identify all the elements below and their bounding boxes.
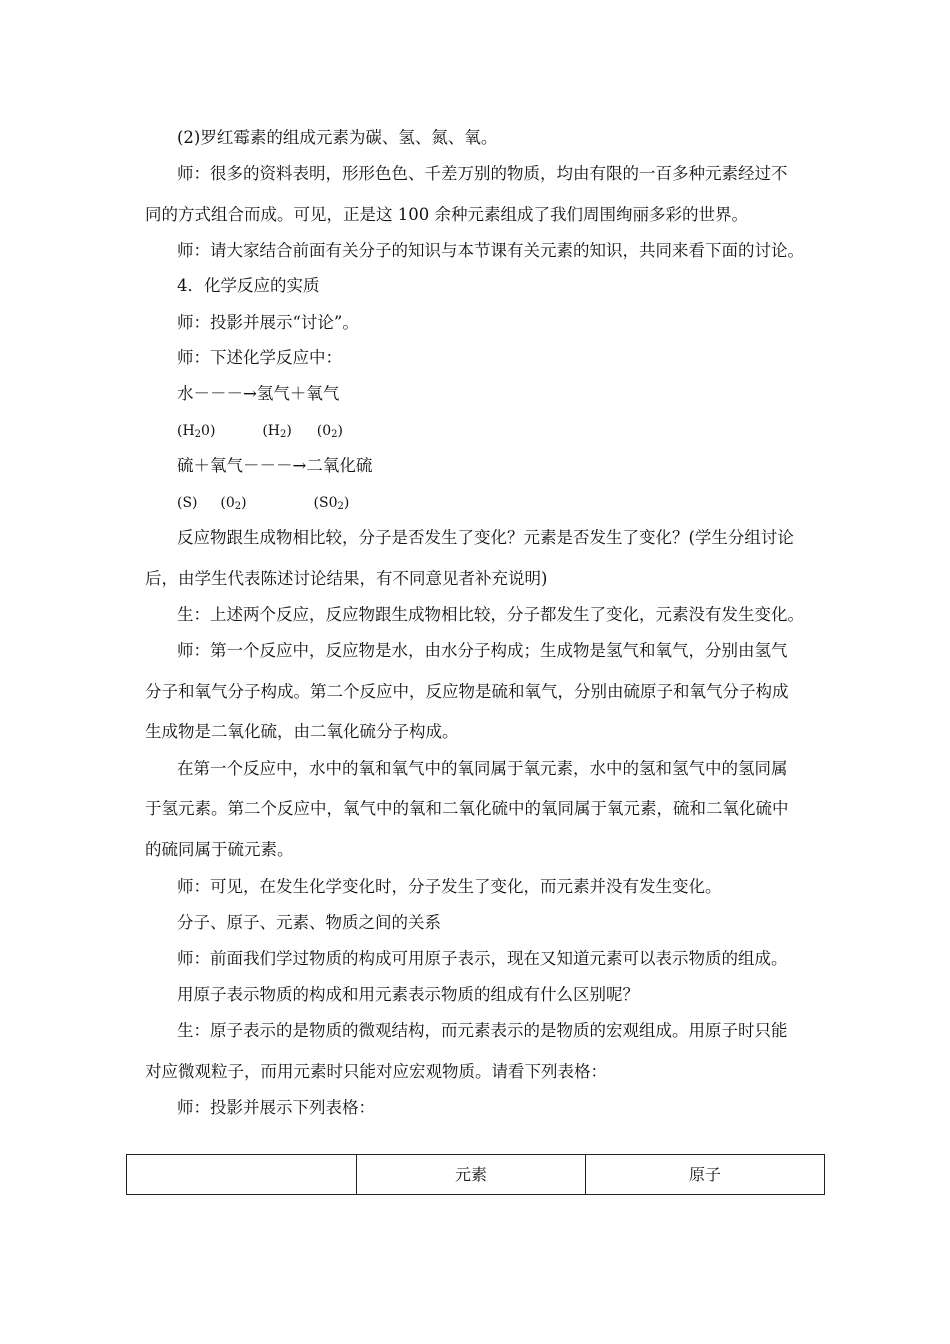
- paragraph: (2)罗红霉素的组成元素为碳、氢、氮、氧。: [177, 128, 498, 147]
- paragraph: 生成物是二氧化硫，由二氧化硫分子构成。: [145, 722, 459, 741]
- paragraph: 师：很多的资料表明，形形色色、千差万别的物质，均由有限的一百多种元素经过不: [177, 164, 788, 183]
- paragraph: 师：下述化学反应中：: [177, 348, 342, 367]
- formula-sulfur: (S): [177, 495, 198, 511]
- section-heading: 分子、原子、元素、物质之间的关系: [177, 913, 441, 932]
- paragraph: 师：请大家结合前面有关分子的知识与本节课有关元素的知识，共同来看下面的讨论。: [177, 241, 804, 260]
- table-header-cell: 原子: [586, 1155, 825, 1195]
- paragraph: 生：上述两个反应，反应物跟生成物相比较，分子都发生了变化，元素没有发生变化。: [177, 605, 804, 624]
- formula-oxygen: $(0_2)$: [220, 495, 247, 512]
- paragraph: 于氢元素。第二个反应中，氧气中的氧和二氧化硫中的氧同属于氧元素，硫和二氧化硫中: [145, 799, 789, 818]
- paragraph: 生：原子表示的是物质的微观结构，而元素表示的是物质的宏观组成。用原子时只能: [177, 1021, 788, 1040]
- paragraph: 师：投影并展示下列表格：: [177, 1098, 375, 1117]
- table-header-cell: [127, 1155, 357, 1195]
- paragraph: 同的方式组合而成。可见，正是这 100 余种元素组成了我们周围绚丽多彩的世界。: [145, 205, 748, 224]
- reaction-formula-2: [177, 493, 349, 517]
- paragraph: 师：投影并展示“讨论”。: [177, 313, 359, 332]
- paragraph: 后，由学生代表陈述讨论结果，有不同意见者补充说明): [145, 569, 548, 588]
- paragraph: 师：前面我们学过物质的构成可用原子表示，现在又知道元素可以表示物质的组成。: [177, 949, 788, 968]
- formula-sulfur-dioxide: $(S0_2)$: [313, 495, 350, 512]
- section-heading: 4．化学反应的实质: [177, 276, 320, 295]
- formula-hydrogen: $(H_2)$: [262, 423, 292, 440]
- table-header-cell: 元素: [357, 1155, 586, 1195]
- paragraph: 师：第一个反应中，反应物是水，由水分子构成；生成物是氢气和氧气，分别由氢气: [177, 641, 788, 660]
- paragraph: 反应物跟生成物相比较，分子是否发生了变化？元素是否发生了变化？(学生分组讨论: [177, 528, 794, 547]
- paragraph: 师：可见，在发生化学变化时，分子发生了变化，而元素并没有发生变化。: [177, 877, 722, 896]
- reaction-equation-2: 硫＋氧气－－－→二氧化硫: [177, 456, 373, 475]
- paragraph: 用原子表示物质的构成和用元素表示物质的组成有什么区别呢？: [177, 985, 639, 1004]
- reaction-formula-1: [177, 421, 343, 445]
- paragraph: 在第一个反应中，水中的氧和氧气中的氧同属于氧元素，水中的氢和氢气中的氢同属: [177, 759, 788, 778]
- paragraph: 的硫同属于硫元素。: [145, 840, 294, 859]
- formula-water: $(H_20)$: [177, 423, 216, 440]
- paragraph: 分子和氧气分子构成。第二个反应中，反应物是硫和氧气，分别由硫原子和氧气分子构成: [145, 682, 789, 701]
- comparison-table: [126, 1154, 825, 1195]
- reaction-equation-1: 水－－－→氢气＋氧气: [177, 384, 340, 403]
- paragraph: 对应微观粒子，而用元素时只能对应宏观物质。请看下列表格：: [145, 1062, 607, 1081]
- table-header-row: [127, 1155, 825, 1195]
- formula-oxygen: $(0_2)$: [316, 423, 343, 440]
